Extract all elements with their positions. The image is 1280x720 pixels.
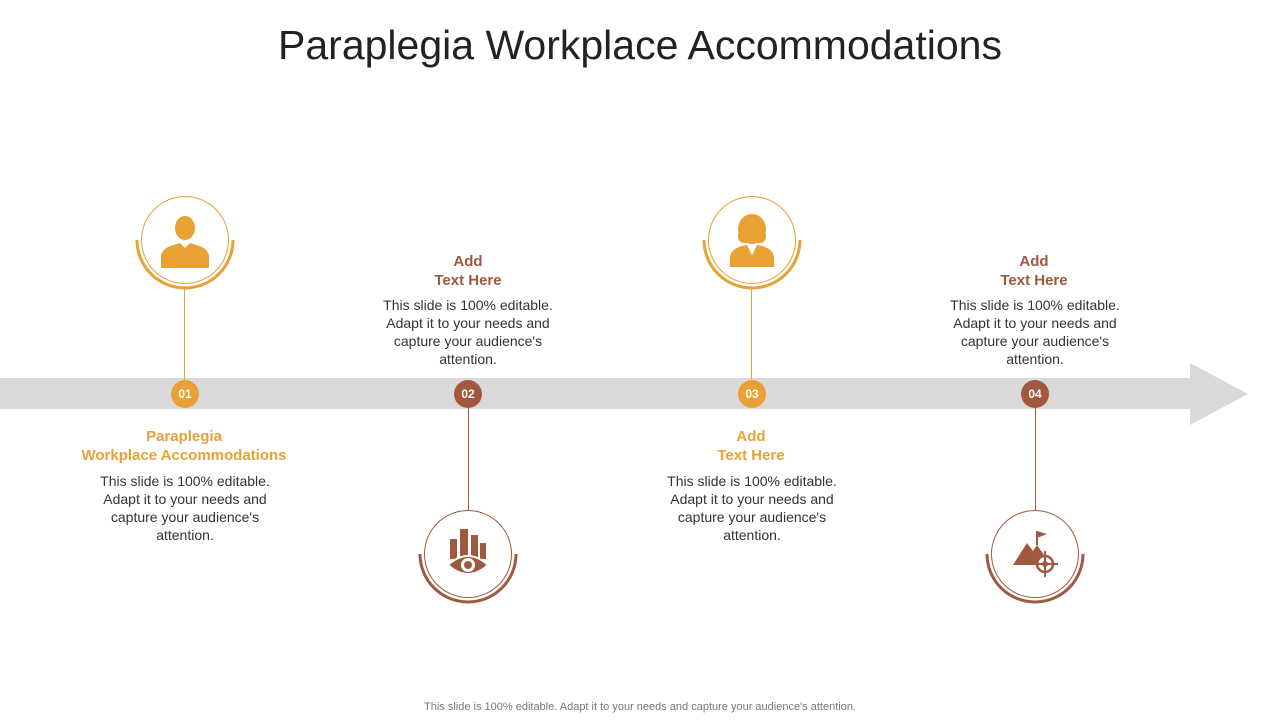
step-02-stem — [468, 408, 469, 510]
mountain-flag-target-icon — [1011, 529, 1061, 579]
step-04-stem — [1035, 408, 1036, 510]
step-03-body: This slide is 100% editable. Adapt it to your needs and capture your audience's attention. — [667, 473, 837, 543]
step-04-badge: 04 — [1021, 380, 1049, 408]
step-02-badge: 02 — [454, 380, 482, 408]
man-avatar-icon — [160, 214, 210, 268]
step-04-body: This slide is 100% editable. Adapt it to your needs and capture your audience's attention. — [950, 297, 1120, 367]
step-01-badge: 01 — [171, 380, 199, 408]
step-04-heading: Add Text Here — [1000, 253, 1068, 289]
step-03-badge: 03 — [738, 380, 766, 408]
footer-note: This slide is 100% editable. Adapt it to your needs and capture your audience's attention. — [424, 701, 856, 713]
step-01-stem — [184, 286, 185, 380]
step-03-stem — [751, 286, 752, 380]
step-02-body: This slide is 100% editable. Adapt it to your needs and capture your audience's attention. — [383, 297, 553, 367]
woman-avatar-icon — [729, 213, 775, 267]
step-01-heading: Paraplegia Workplace Accommodations — [81, 428, 287, 464]
city-vision-eye-icon — [446, 527, 490, 581]
step-01-body: This slide is 100% editable. Adapt it to your needs and capture your audience's attention. — [100, 473, 270, 543]
step-02-heading: Add Text Here — [434, 253, 502, 289]
page-title: Paraplegia Workplace Accommodations — [278, 22, 1002, 68]
step-03-heading: Add Text Here — [717, 428, 785, 464]
